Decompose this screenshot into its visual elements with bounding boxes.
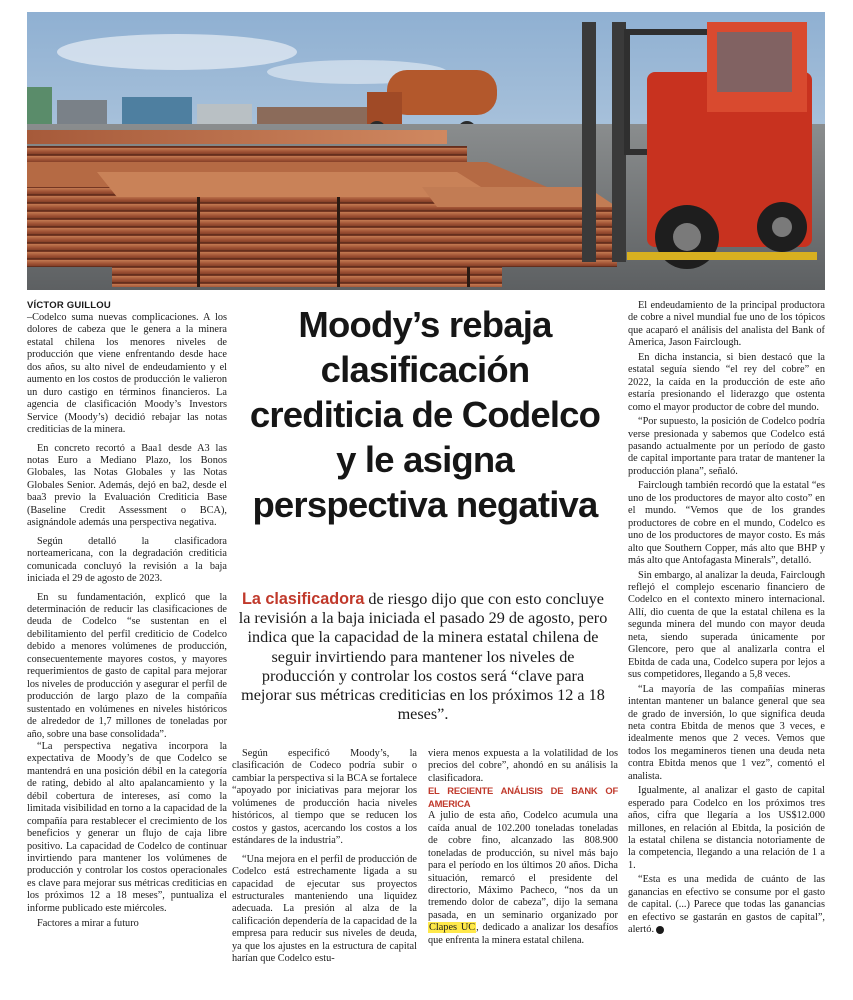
paragraph: –Codelco suma nuevas complicaciones. A los dolores de cabeza que le genera a la minera estatal chilena los menores niveles de producción que viene enfrentando desde hace dos años, su alto nivel de endeudamiento y el aumento en los costos de producción le valieron un duro castigo en términos financieros. La agencia de clasificación Moody’s Investors Service (Moody’s) decidió rebajar las notas crediticias de la minera. [27,312,227,436]
paragraph: Igualmente, al analizar el gasto de capital esperado para Codelco en los próximos tres años, cifra que llegaría a los US$12.000 millones, en relación al Ebitda, la posición de la estatal chilena se distancia notoriamente de la competencia, llegando a una relación de 1 a 1. [628,785,825,871]
byline: VÍCTOR GUILLOU [27,300,111,311]
paragraph: “Por supuesto, la posición de Codelco podría verse presionada y sabemos que Codelco está pasando actualmente por un período de gasto de capital importante para tratar de mantener la producción plana”, señaló. [628,416,825,477]
article-photo [27,12,825,290]
column-4 [628,300,825,937]
paragraph: “Una mejora en el perfil de producción de Codelco está estrechamente ligada a su capacidad de ejecutar sus proyectos estructurales manteniendo una liquidez adecuada. La presión al alza de la calificación dependería de la capacidad de la empresa para reducir sus niveles de deuda, ya que los ajustes en la estructura de capital harían que Codelco estu- [232,853,417,965]
paragraph: Fairclough también recordó que la estatal “es uno de los productores de mayor alto costo” en el mundo. “Vemos que de los grandes productores de cobre en el mundo, Codelco es uno de los productores de mayor costo. Es más alto que Southern Copper, más alto que BHP y más alto que Antofagasta Minerals”, detalló. [628,480,825,567]
section-heading: Factores a mirar a futuro [37,918,139,930]
subheading: EL RECIENTE ANÁLISIS DE BANK OF AMERICA [428,785,618,809]
paragraph-text: A julio de esta año, Codelco acumula una caída anual de 102.200 toneladas toneladas de cobre fino, alcanzado las 808.900 toneladas de producción, su nivel más bajo para el período en los últimos 20 años. Dicha situación, remarcó el presidente del directorio, Máximo Pacheco, “nos da un tremendo dolor de cabeza”, dijo la semana pasada, en un seminario organizado por [428,810,618,921]
paragraph: “La perspectiva negativa incorpora la expectativa de Moody’s de que Codelco se mantendrá en una posición débil en la categoría de rating, debido al alto apalancamiento y la débil cobertura de intereses, así como la limitada visibilidad en torno a la capacidad de la compañía para restablecer el crecimiento de los beneficios y generar un flujo de caja libre positivo. La capacidad de Codelco de continuar invirtiendo para mantener los volúmenes de producción y controlar los costos operacionales es clave para mejorar sus métricas crediticias en los próximos 12 a 18 meses”, puntualiza el informe publicado este miércoles. [27,740,227,914]
paragraph: Sin embargo, al analizar la deuda, Fairclough reflejó el complejo escenario financiero de Codelco en el contexto minero internacional. Allí, dio cuenta de que la estatal chilena es la segunda minera del mundo con mayor deuda neta, siendo superada únicamente por Glencore, pero que al analizarla contra el Ebitda de cada una, Codelco supera por lejos a sus competidores, llegando a 5,8 veces. [628,569,825,681]
headline: Moody’s rebaja clasificación crediticia de Codelco y le asigna perspectiva negativa [249,304,601,525]
paragraph: En concreto recortó a Baa1 desde A3 las notas Euro a Mediano Plazo, los Bonos Globales, las Notas Globales y las Notas Globales Senior. Además, dejó en ba2, desde el baa3 previo la Evaluación Crediticia Base (Baseline Credit Assessment o BCA), asignándole además una perspectiva negativa. [27,442,227,529]
paragraph: viera menos expuesta a la volatilidad de los precios del cobre”, ahondó en su análisis la clasificadora. [428,748,618,784]
copper-cathodes-forklift-image [27,12,825,290]
paragraph-text: “Esta es una medida de cuánto de las ganancias en efectivo se consume por el gasto de capital. (...) Parece que todas las ganancias en efectivo se gastarán en gastos de capital”, alertó. [628,874,825,936]
paragraph: En su fundamentación, explicó que la determinación de reducir las clasificaciones de deuda de Codelco “se sustentan en el debilitamiento del perfil crediticio de Codelco debido a menores volúmenes de producción, consecuentemente mayores costos, y mayores requerimientos de gasto de capital para mejorar los niveles de producción y asegurar el perfil de producción de largo plazo de la compañía sustentado en volúmenes en niveles históricos de alrededor de 1,7 millones de toneladas por año, sobre una base consolidada”. [27,591,227,740]
paragraph-text: , dedicado a analizar los desafíos que enfrenta la minera estatal chilena. [428,922,618,946]
end-of-article-icon [656,926,664,934]
paragraph: Según especificó Moody’s, la clasificación de Codeco podría subir o cambiar la perspectiva si la BCA se fortalece “apoyado por iniciativas para mejorar los volúmenes de producción hacia niveles históricos, al tiempo que se reducen los costos y gastos, acercando los costos a los estándares de la industria”. [232,748,417,847]
paragraph: En dicha instancia, si bien destacó que la estatal seguía siendo “el rey del cobre” en 2022, la caída en la producción de este año estaría presionando el liderazgo que ostenta como el mayor productor de cobre del mundo. [628,351,825,413]
lede-lead: La clasificadora [242,590,365,608]
paragraph [628,874,825,936]
paragraph [428,810,618,947]
column-1 [27,312,227,931]
paragraph: Según detalló la clasificadora norteamericana, con la degradación crediticia comunicada concluyó la revisión a la baja iniciada el 29 de agosto de 2023. [27,535,227,585]
lede-text: de riesgo dijo que con esto concluye la revisión a la baja iniciada el pasado 29 de agosto, pero indica que la capacidad de la minera estatal chilena de seguir invirtiendo para mantener los niveles de producción y controlar los costos será “clave para mejorar sus métricas crediticias en los próximos 12 a 18 meses”. [238,590,608,724]
highlighted-text: Clapes UC [429,922,476,934]
paragraph: El endeudamiento de la principal productora de cobre a nivel mundial fue uno de los tópicos que acaparó el análisis del analista del Bank of America, Jason Fairclough. [628,300,825,349]
lede [238,590,608,724]
paragraph: “La mayoría de las compañías mineras intentan mantener un balance general que sea de grado de inversión, lo que significa deuda neta contra Ebitda de menos que 3 veces, e idealmente menos que 2 veces. Vemos que todos los megamineros tienen una deuda neta contra Ebitda menos que 1 vez”, comentó el analista. [628,683,825,782]
column-3 [428,748,618,947]
column-2 [232,748,417,966]
